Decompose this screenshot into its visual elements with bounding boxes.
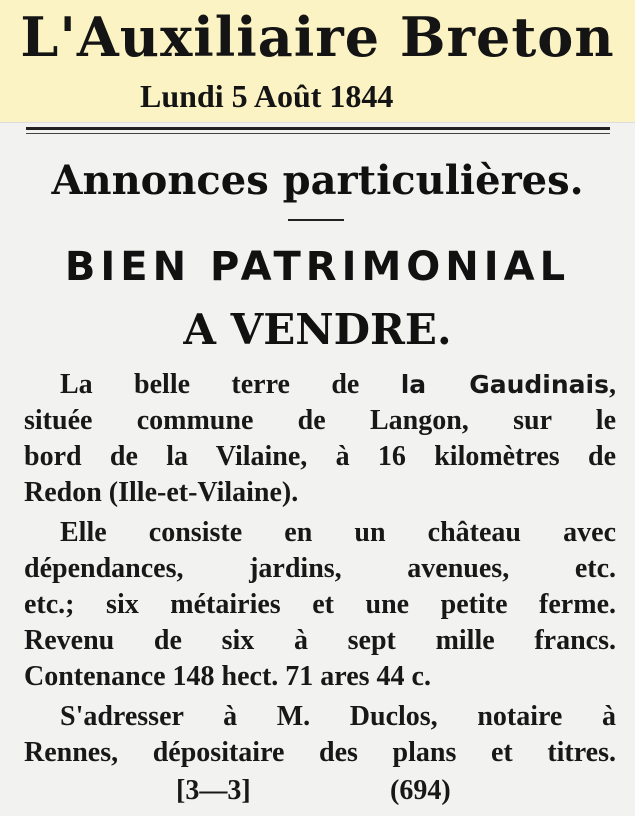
announcement-number: (694) — [390, 775, 451, 806]
newspaper-title: L'Auxiliaire Breton — [20, 5, 615, 69]
headline-1: BIEN PATRIMONIAL — [64, 244, 571, 290]
reference-line — [0, 773, 635, 809]
text-line: Elle consiste en un château avec — [60, 517, 616, 548]
text-line: dépendances, jardins, avenues, etc. — [24, 553, 616, 584]
text-line: S'adresser à M. Duclos, notaire à — [60, 701, 616, 732]
text-line: etc.; six métairies et une petite ferme. — [24, 589, 616, 620]
newspaper-clipping — [0, 122, 635, 816]
section-title: Annonces particulières. — [51, 157, 584, 204]
text-line: située commune de Langon, sur le — [24, 405, 616, 436]
text-line: Rennes, dépositaire des plans et titres. — [24, 737, 616, 768]
text-line: bord de la Vilaine, à 16 kilomètres de — [24, 441, 616, 472]
top-rule-thin — [26, 133, 610, 134]
headline-2: A VENDRE. — [183, 305, 452, 354]
text-line: La belle terre de la Gaudinais, — [60, 369, 616, 400]
estate-name: la Gaudinais — [400, 370, 609, 399]
issue-date: Lundi 5 Août 1844 — [140, 78, 394, 114]
text-line: Contenance 148 hect. 71 ares 44 c. — [24, 661, 431, 692]
top-rule — [26, 127, 610, 130]
section-divider — [288, 219, 344, 221]
masthead — [0, 0, 635, 122]
insertion-reference: [3—3] — [176, 775, 251, 806]
text-line: Redon (Ille-et-Vilaine). — [24, 477, 299, 508]
text-line: Revenu de six à sept mille francs. — [24, 625, 616, 656]
